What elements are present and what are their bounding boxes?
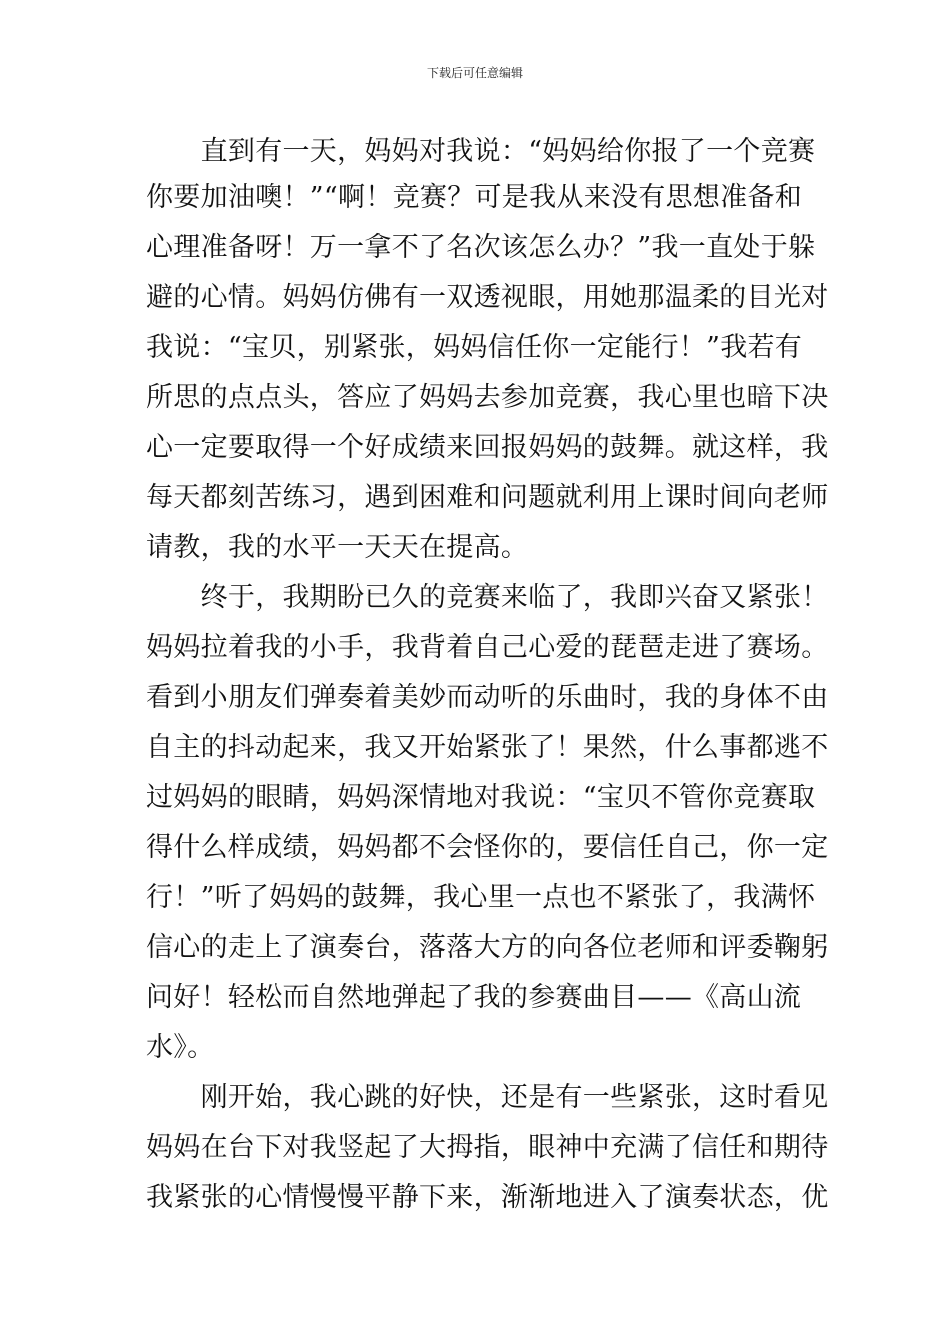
text-line: 所思的点点头，答应了妈妈去参加竞赛，我心里也暗下决 bbox=[146, 382, 829, 413]
text-line: 我说：“宝贝，别紧张，妈妈信任你一定能行！”我若有 bbox=[146, 332, 803, 363]
text-line: 过妈妈的眼睛，妈妈深情地对我说：“宝贝不管你竞赛取 bbox=[146, 782, 816, 813]
text-line: 信心的走上了演奏台，落落大方的向各位老师和评委鞠躬 bbox=[146, 932, 829, 963]
text-line: 妈妈拉着我的小手，我背着自己心爱的琵琶走进了赛场。 bbox=[146, 632, 829, 663]
text-line: 妈妈在台下对我竖起了大拇指，眼神中充满了信任和期待 bbox=[146, 1132, 829, 1163]
text-line: 问好！轻松而自然地弹起了我的参赛曲目——《高山流 bbox=[146, 982, 802, 1013]
text-line: 每天都刻苦练习，遇到困难和问题就利用上课时间向老师 bbox=[146, 482, 829, 513]
text-line: 自主的抖动起来，我又开始紧张了！果然，什么事都逃不 bbox=[146, 732, 829, 763]
text-line: 心理准备呀！万一拿不了名次该怎么办？”我一直处于躲 bbox=[146, 232, 816, 263]
text-line: 请教，我的水平一天天在提高。 bbox=[146, 532, 529, 563]
text-line: 你要加油噢！”“啊！竞赛？可是我从来没有思想准备和 bbox=[146, 182, 803, 213]
text-line: 避的心情。妈妈仿佛有一双透视眼，用她那温柔的目光对 bbox=[146, 282, 829, 313]
text-line: 看到小朋友们弹奏着美妙而动听的乐曲时，我的身体不由 bbox=[146, 682, 829, 713]
text-line: 水》。 bbox=[146, 1032, 215, 1063]
text-line: 心一定要取得一个好成绩来回报妈妈的鼓舞。就这样，我 bbox=[146, 432, 829, 463]
page-header: 下载后可任意编辑 bbox=[426, 66, 523, 80]
text-line: 直到有一天，妈妈对我说：“妈妈给你报了一个竞赛 bbox=[146, 136, 816, 167]
text-line: 刚开始，我心跳的好快，还是有一些紧张，这时看见 bbox=[146, 1082, 829, 1113]
text-line: 得什么样成绩，妈妈都不会怪你的，要信任自己，你一定 bbox=[146, 832, 829, 863]
text-line: 行！”听了妈妈的鼓舞，我心里一点也不紧张了，我满怀 bbox=[146, 882, 816, 913]
text-line: 终于，我期盼已久的竞赛来临了，我即兴奋又紧张！ bbox=[146, 582, 829, 613]
text-line: 我紧张的心情慢慢平静下来，渐渐地进入了演奏状态，优 bbox=[146, 1182, 829, 1213]
